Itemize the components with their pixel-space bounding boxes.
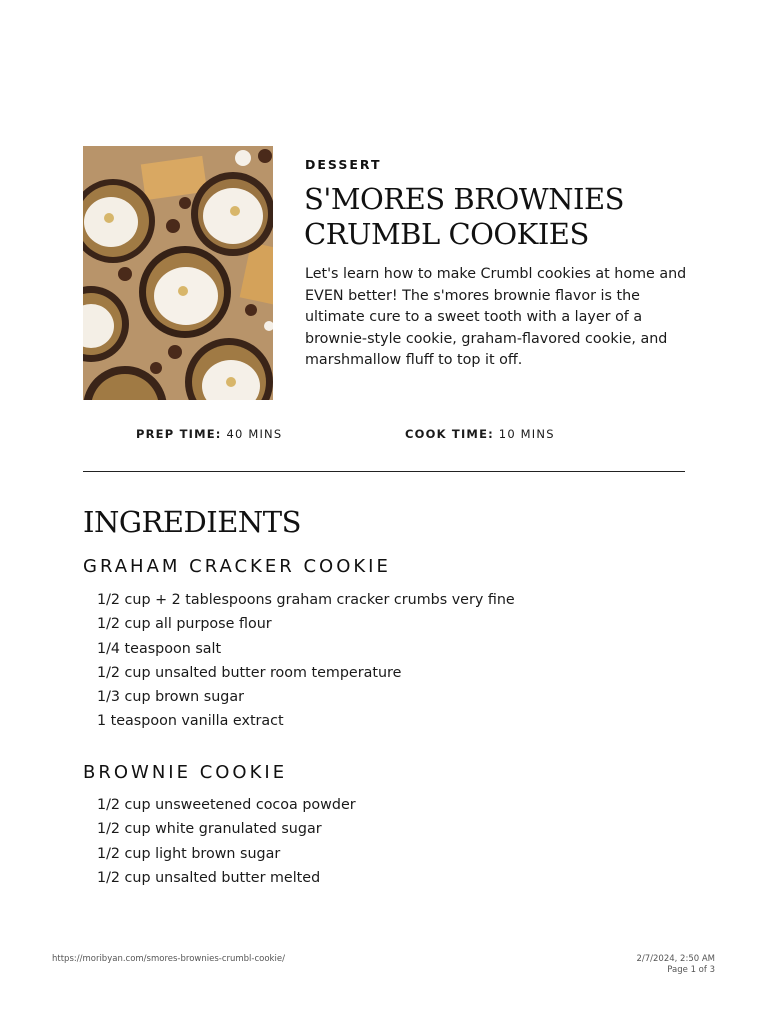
ingredient-item: 1/3 cup brown sugar: [97, 689, 245, 706]
footer-meta: [636, 954, 715, 976]
recipe-title-line-1: S'MORES BROWNIES: [304, 182, 624, 216]
cook-time-label: COOK TIME:: [405, 427, 494, 441]
ingredient-item: 1/2 cup all purpose flour: [97, 616, 272, 633]
cook-time-value: 10 MINS: [498, 427, 555, 441]
prep-time: [136, 427, 282, 441]
ingredient-item: 1/2 cup unsweetened cocoa powder: [97, 797, 356, 813]
recipe-category: DESSERT: [305, 157, 382, 172]
ingredient-item: 1/2 cup light brown sugar: [97, 845, 281, 862]
ingredient-group-title-graham: GRAHAM CRACKER COOKIE: [83, 556, 391, 577]
recipe-photo: [83, 146, 273, 400]
footer-page-number: Page 1 of 3: [667, 965, 715, 975]
recipe-title-line-2: CRUMBL COOKIES: [304, 217, 589, 251]
ingredient-item: 1/2 cup white granulated sugar: [97, 821, 322, 838]
recipe-title: [304, 182, 724, 252]
ingredient-item: 1/2 cup unsalted butter room temperature: [97, 664, 402, 681]
ingredient-item: 1/2 cup unsalted butter melted: [97, 869, 321, 886]
prep-time-label: PREP TIME:: [136, 427, 222, 441]
cook-time: [405, 427, 555, 441]
ingredients-heading: INGREDIENTS: [83, 505, 301, 539]
ingredient-item: 1 teaspoon vanilla extract: [97, 713, 284, 730]
prep-time-value: 40 MINS: [226, 427, 283, 441]
ingredient-item: 1/2 cup + 2 tablespoons graham cracker crumbs very fine: [97, 592, 515, 608]
ingredient-item: 1/4 teaspoon salt: [97, 640, 222, 657]
footer-datetime: 2/7/2024, 2:50 AM: [636, 954, 715, 964]
section-divider: [83, 471, 685, 472]
ingredient-list-brownie: [97, 793, 356, 890]
ingredient-list-graham: [97, 588, 515, 734]
ingredient-group-title-brownie: BROWNIE COOKIE: [83, 762, 288, 783]
footer-url: https://moribyan.com/smores-brownies-crumbl-cookie/: [52, 954, 285, 964]
recipe-description: Let's learn how to make Crumbl cookies at home and EVEN better! The s'mores brownie flavor is the ultimate cure to a sweet tooth with a layer of a brownie-style cookie, graham-flavored cookie, and marshmallow fluff to top it off.: [305, 266, 687, 368]
